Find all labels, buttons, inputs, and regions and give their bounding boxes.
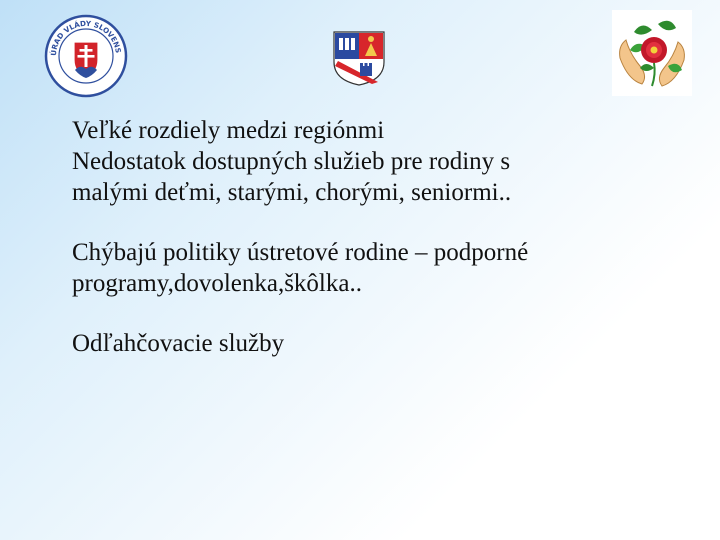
text-line: programy,dovolenka,škôlka.. [72,270,362,297]
text-line: Nedostatok dostupných služieb pre rodiny s [72,148,511,175]
paragraph-regional-differences [72,115,702,208]
text-line: Odľahčovacie služby [72,330,285,357]
regional-coat-of-arms-icon [332,30,386,86]
rose-in-hands-icon [612,10,692,96]
paragraph-family-policies [72,237,702,299]
slide-content [72,115,702,388]
text-line: Veľké rozdiely medzi regiónmi [72,117,385,144]
seal-text: ÚRAD VLÁDY SLOVENS [48,18,123,57]
government-seal-logo [44,14,128,98]
paragraph-respite-services [72,328,702,359]
text-line: Chýbajú politiky ústretové rodine – podporné [72,239,529,266]
text-line: malými deťmi, starými, chorými, seniormi.. [72,179,512,206]
